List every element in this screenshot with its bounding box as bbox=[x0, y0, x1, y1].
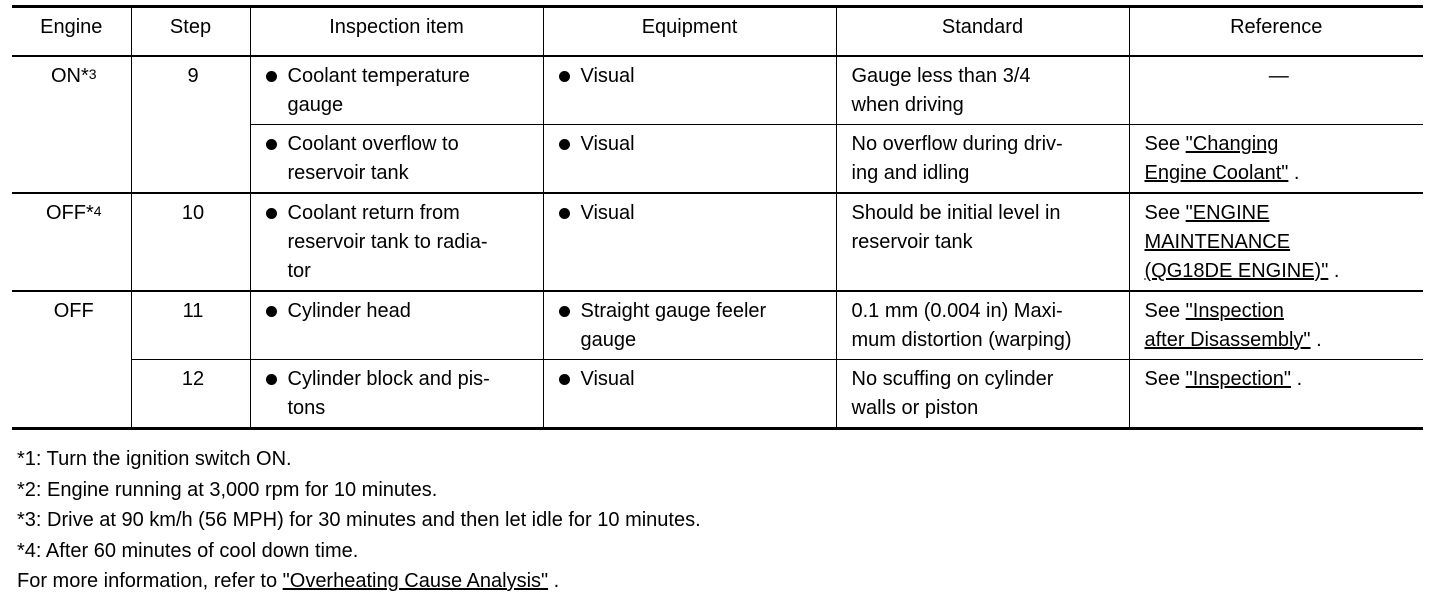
reference-cell bbox=[1129, 360, 1423, 429]
inspection-item-text: Cylinder head bbox=[287, 300, 411, 322]
bullet-icon bbox=[559, 374, 570, 385]
table-row bbox=[12, 193, 1423, 291]
more-info-suffix: . bbox=[548, 570, 560, 592]
table-header-row bbox=[12, 7, 1423, 57]
reference-suffix: . bbox=[1328, 260, 1340, 282]
footnote-marker: 3 bbox=[88, 66, 97, 82]
equipment-cell bbox=[543, 56, 836, 125]
reference-link-inspection-after-disassembly[interactable]: "Inspection after Disassembly" bbox=[1144, 300, 1311, 351]
inspection-item-cell bbox=[250, 125, 543, 194]
inspection-item-text: Coolant return from reservoir tank to radia- tor bbox=[287, 202, 488, 282]
step-cell: 11 bbox=[131, 291, 250, 360]
engine-cell bbox=[12, 193, 131, 291]
header-step: Step bbox=[131, 7, 250, 57]
reference-link-engine-maintenance[interactable]: "ENGINE MAINTENANCE (QG18DE ENGINE)" bbox=[1144, 202, 1329, 282]
engine-cell bbox=[12, 56, 131, 193]
bullet-icon bbox=[266, 139, 277, 150]
inspection-item-cell bbox=[250, 291, 543, 360]
inspection-item-cell bbox=[250, 360, 543, 429]
header-engine: Engine bbox=[12, 7, 131, 57]
inspection-table bbox=[12, 5, 1423, 430]
equipment-text: Straight gauge feeler gauge bbox=[580, 300, 767, 351]
step-cell: 9 bbox=[131, 56, 250, 193]
table-row bbox=[12, 56, 1423, 125]
bullet-icon bbox=[559, 208, 570, 219]
equipment-cell bbox=[543, 193, 836, 291]
reference-link-changing-engine-coolant[interactable]: "Changing Engine Coolant" bbox=[1144, 133, 1289, 184]
reference-prefix: See bbox=[1144, 202, 1186, 224]
table-row bbox=[12, 360, 1423, 429]
reference-suffix: . bbox=[1288, 162, 1300, 184]
reference-cell bbox=[1129, 125, 1423, 194]
equipment-text: Visual bbox=[580, 368, 635, 390]
footnote-2: *2: Engine running at 3,000 rpm for 10 minutes. bbox=[17, 478, 438, 501]
equipment-text: Visual bbox=[580, 65, 635, 87]
engine-state: OFF bbox=[53, 300, 94, 322]
inspection-item-text: Coolant overflow to reservoir tank bbox=[287, 133, 459, 184]
equipment-text: Visual bbox=[580, 133, 635, 155]
reference-prefix: See bbox=[1144, 368, 1186, 390]
inspection-item-cell bbox=[250, 56, 543, 125]
footnote-3: *3: Drive at 90 km/h (56 MPH) for 30 minutes and then let idle for 10 minutes. bbox=[17, 509, 701, 531]
header-standard: Standard bbox=[836, 7, 1129, 57]
reference-suffix: . bbox=[1310, 329, 1322, 351]
more-info-line bbox=[17, 566, 1417, 597]
bullet-icon bbox=[266, 374, 277, 385]
reference-suffix: . bbox=[1291, 368, 1303, 390]
overheating-cause-analysis-link[interactable]: "Overheating Cause Analysis" bbox=[282, 570, 549, 592]
inspection-item-text: Coolant temperature gauge bbox=[287, 65, 470, 116]
standard-cell: Gauge less than 3/4 when driving bbox=[836, 56, 1129, 125]
standard-cell: No overflow during driv- ing and idling bbox=[836, 125, 1129, 194]
equipment-cell bbox=[543, 291, 836, 360]
bullet-icon bbox=[559, 306, 570, 317]
engine-state: ON* bbox=[50, 65, 89, 87]
inspection-item-cell bbox=[250, 193, 543, 291]
reference-link-inspection[interactable]: "Inspection" bbox=[1185, 368, 1292, 390]
header-equipment: Equipment bbox=[543, 7, 836, 57]
equipment-text: Visual bbox=[580, 202, 635, 224]
bullet-icon bbox=[559, 139, 570, 150]
more-info-prefix: For more information, refer to bbox=[17, 570, 283, 592]
footnote-marker: 4 bbox=[93, 203, 102, 219]
header-reference: Reference bbox=[1129, 7, 1423, 57]
reference-prefix: See bbox=[1144, 133, 1186, 155]
table-row bbox=[12, 291, 1423, 360]
footnotes bbox=[17, 444, 1417, 597]
bullet-icon bbox=[266, 71, 277, 82]
step-cell: 10 bbox=[131, 193, 250, 291]
reference-cell: — bbox=[1129, 56, 1423, 125]
reference-cell bbox=[1129, 291, 1423, 360]
reference-prefix: See bbox=[1144, 300, 1186, 322]
footnote-4: *4: After 60 minutes of cool down time. bbox=[17, 539, 359, 562]
standard-cell: Should be initial level in reservoir tank bbox=[836, 193, 1129, 291]
footnote-1: *1: Turn the ignition switch ON. bbox=[17, 448, 292, 470]
bullet-icon bbox=[266, 306, 277, 317]
equipment-cell bbox=[543, 360, 836, 429]
reference-cell bbox=[1129, 193, 1423, 291]
equipment-cell bbox=[543, 125, 836, 194]
bullet-icon bbox=[266, 208, 277, 219]
standard-cell: No scuffing on cylinder walls or piston bbox=[836, 360, 1129, 429]
bullet-icon bbox=[559, 71, 570, 82]
inspection-item-text: Cylinder block and pis- tons bbox=[287, 368, 490, 419]
engine-cell bbox=[12, 291, 131, 429]
engine-state: OFF* bbox=[45, 202, 94, 224]
step-cell: 12 bbox=[131, 360, 250, 429]
header-inspection-item: Inspection item bbox=[250, 7, 543, 57]
standard-cell: 0.1 mm (0.004 in) Maxi- mum distortion (warping) bbox=[836, 291, 1129, 360]
